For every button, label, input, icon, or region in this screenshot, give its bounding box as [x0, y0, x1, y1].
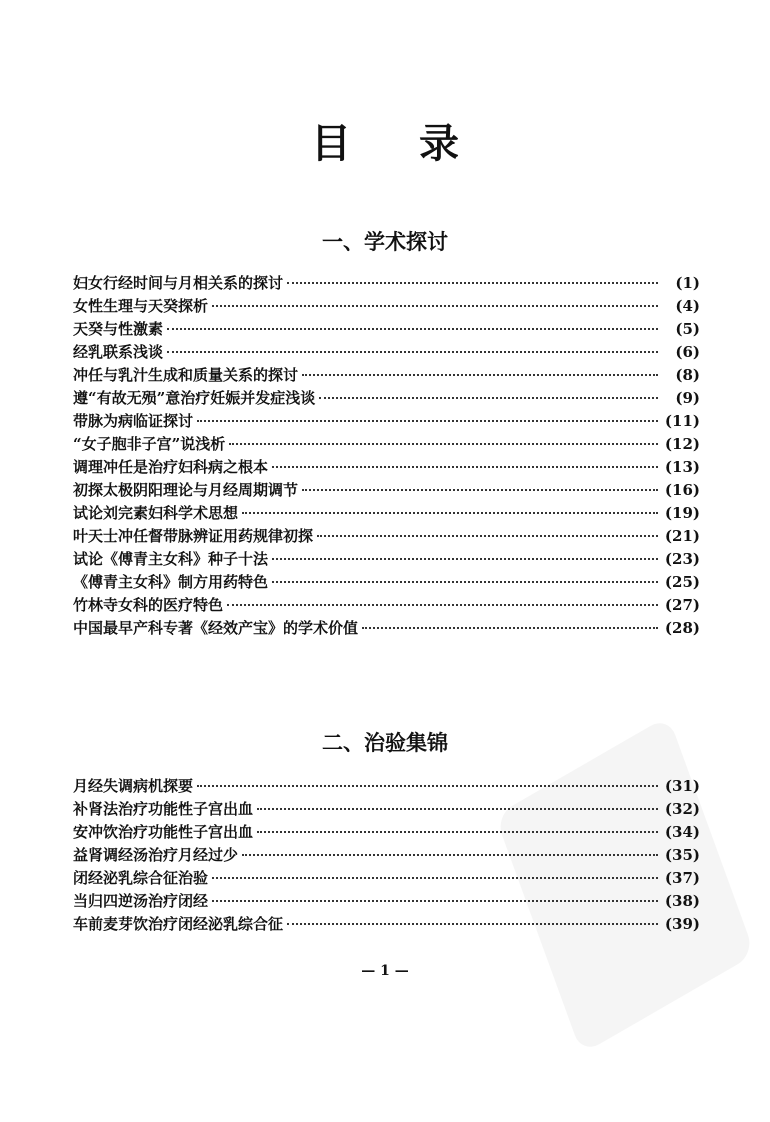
toc-entry[interactable] [73, 775, 700, 798]
toc-entry-page: (35) [664, 846, 700, 864]
dot-leader [197, 785, 658, 787]
dot-leader [212, 900, 658, 902]
section-heading-academic: 一、学术探讨 [322, 230, 448, 254]
toc-entry-page: (16) [664, 481, 700, 499]
toc-entry-title: 车前麦芽饮治疗闭经泌乳综合征 [73, 915, 284, 933]
toc-entry-title: 月经失调病机探要 [73, 777, 194, 795]
toc-entry[interactable] [73, 890, 700, 913]
toc-entry-page: (37) [664, 869, 700, 887]
toc-entry-title: 竹林寺女科的医疗特色 [73, 596, 224, 614]
dot-leader [302, 374, 658, 376]
toc-entry-page: (13) [664, 458, 700, 476]
dot-leader [272, 558, 658, 560]
toc-entry-page: (32) [664, 800, 700, 818]
toc-entry-title: 叶天士冲任督带脉辨证用药规律初探 [73, 527, 314, 545]
toc-entry-page: (23) [664, 550, 700, 568]
toc-entry-page: (12) [664, 435, 700, 453]
page-title-char-2: 录 [419, 120, 459, 167]
toc-entry[interactable] [73, 867, 700, 890]
toc-entry[interactable] [73, 479, 700, 502]
toc-entry-page: (21) [664, 527, 700, 545]
dot-leader [287, 923, 658, 925]
toc-entry[interactable] [73, 571, 700, 594]
toc-entry-page: (27) [664, 596, 700, 614]
section-heading-clinical: 二、治验集锦 [322, 731, 448, 755]
toc-entry[interactable] [73, 617, 700, 640]
toc-entry-title: 补肾法治疗功能性子宫出血 [73, 800, 254, 818]
toc-entry[interactable] [73, 433, 700, 456]
toc-entry-page: (19) [664, 504, 700, 522]
toc-entry-title: “女子胞非子宫”说浅析 [73, 435, 226, 453]
toc-entry[interactable] [73, 410, 700, 433]
dot-leader [257, 808, 658, 810]
toc-entry[interactable] [73, 387, 700, 410]
dot-leader [212, 305, 658, 307]
page-number: — 1 — [361, 963, 409, 979]
toc-entry-page: (31) [664, 777, 700, 795]
toc-entry-page: (4) [675, 297, 700, 315]
toc-entry-title: 《傅青主女科》制方用药特色 [73, 573, 269, 591]
toc-entry-title: 妇女行经时间与月相关系的探讨 [73, 274, 284, 292]
toc-entry-page: (1) [675, 274, 700, 292]
toc-entry-page: (9) [675, 389, 700, 407]
dot-leader [272, 581, 658, 583]
toc-entry-title: 试论《傅青主女科》种子十法 [73, 550, 269, 568]
dot-leader [302, 489, 658, 491]
toc-entry-title: 调理冲任是治疗妇科病之根本 [73, 458, 269, 476]
toc-entry[interactable] [73, 798, 700, 821]
toc-entry[interactable] [73, 548, 700, 571]
toc-entry-page: (6) [675, 343, 700, 361]
toc-entry-title: 益肾调经汤治疗月经过少 [73, 846, 239, 864]
dot-leader [212, 877, 658, 879]
toc-entry-page: (28) [664, 619, 700, 637]
toc-entry-page: (39) [664, 915, 700, 933]
toc-entry-title: 经乳联系浅谈 [73, 343, 164, 361]
toc-entry-title: 遵“有故无殒”意治疗妊娠并发症浅谈 [73, 389, 316, 407]
toc-entry[interactable] [73, 844, 700, 867]
dot-leader [167, 351, 658, 353]
toc-section-clinical [73, 775, 700, 936]
dot-leader [242, 512, 658, 514]
toc-entry-page: (25) [664, 573, 700, 591]
toc-entry[interactable] [73, 318, 700, 341]
toc-entry-page: (11) [664, 412, 700, 430]
toc-entry-title: 天癸与性激素 [73, 320, 164, 338]
dot-leader [257, 831, 658, 833]
toc-entry-title: 女性生理与天癸探析 [73, 297, 209, 315]
toc-entry-title: 安冲饮治疗功能性子宫出血 [73, 823, 254, 841]
toc-entry-title: 当归四逆汤治疗闭经 [73, 892, 209, 910]
toc-entry-title: 冲任与乳汁生成和质量关系的探讨 [73, 366, 299, 384]
dot-leader [287, 282, 658, 284]
dot-leader [272, 466, 658, 468]
toc-entry-title: 中国最早产科专著《经效产宝》的学术价值 [73, 619, 359, 637]
dot-leader [167, 328, 658, 330]
toc-entry[interactable] [73, 295, 700, 318]
toc-entry-title: 闭经泌乳综合征治验 [73, 869, 209, 887]
page-title [0, 112, 770, 169]
toc-entry-page: (8) [675, 366, 700, 384]
toc-entry-page: (5) [675, 320, 700, 338]
toc-entry[interactable] [73, 502, 700, 525]
toc-entry-page: (34) [664, 823, 700, 841]
toc-section-academic [73, 272, 700, 640]
toc-entry[interactable] [73, 913, 700, 936]
toc-entry-title: 初探太极阴阳理论与月经周期调节 [73, 481, 299, 499]
dot-leader [319, 397, 658, 399]
toc-entry-title: 试论刘完素妇科学术思想 [73, 504, 239, 522]
toc-entry-title: 带脉为病临证探讨 [73, 412, 194, 430]
dot-leader [362, 627, 658, 629]
dot-leader [242, 854, 658, 856]
page-title-char-1: 目 [311, 120, 351, 167]
dot-leader [227, 604, 658, 606]
toc-entry[interactable] [73, 272, 700, 295]
toc-entry[interactable] [73, 456, 700, 479]
dot-leader [229, 443, 658, 445]
dot-leader [197, 420, 658, 422]
dot-leader [317, 535, 658, 537]
toc-entry-page: (38) [664, 892, 700, 910]
toc-entry[interactable] [73, 364, 700, 387]
toc-entry[interactable] [73, 594, 700, 617]
toc-entry[interactable] [73, 821, 700, 844]
toc-entry[interactable] [73, 525, 700, 548]
toc-entry[interactable] [73, 341, 700, 364]
